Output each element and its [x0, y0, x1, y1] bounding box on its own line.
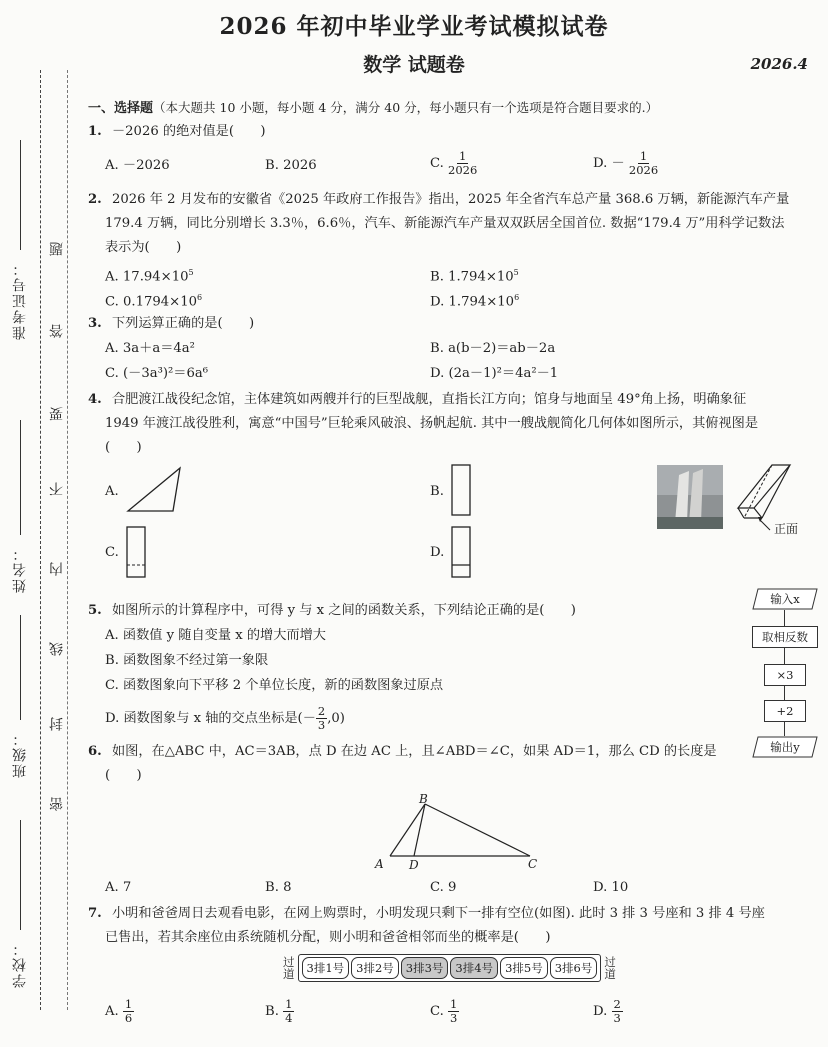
question-number: 7. — [88, 906, 102, 921]
question-7-line2: 已售出，若其余座位由系统随机分配，则小明和爸爸相邻而坐的概率是( ) — [105, 930, 551, 945]
q3-option-a[interactable]: A. 3a＋a＝4a² — [105, 341, 195, 356]
q5-option-c[interactable]: C. 函数图象向下平移 2 个单位长度，新的函数图象过原点 — [105, 678, 444, 693]
option-text: C. 0.1794×10 — [105, 294, 197, 310]
numerator: 1 — [124, 997, 133, 1011]
q1-option-c[interactable] — [430, 150, 477, 177]
question-6-stem — [88, 744, 717, 760]
option-label: D. — [593, 1004, 608, 1019]
exam-id-label: 准考证号： — [12, 260, 28, 340]
vertex-d-label: D — [409, 858, 419, 872]
question-5-stem — [88, 603, 576, 619]
seat-row — [283, 954, 616, 982]
front-view-label: 正面 — [774, 522, 799, 536]
question-4-stem — [88, 392, 746, 408]
program-flowchart — [752, 588, 818, 758]
denominator: 6 — [124, 1011, 133, 1025]
name-line — [20, 420, 21, 535]
triangle-figure — [380, 790, 550, 872]
option-label: B. — [265, 1004, 279, 1019]
q7-option-a[interactable] — [105, 998, 134, 1025]
seal-char: 要 — [49, 405, 65, 421]
seal-char: 线 — [49, 640, 65, 656]
flowchart-output: 输出y — [770, 740, 800, 754]
question-number: 5. — [88, 603, 102, 618]
aisle-left — [283, 956, 295, 980]
fraction — [448, 150, 477, 177]
q4-option-a[interactable]: A. — [105, 484, 119, 499]
exponent: 6 — [196, 293, 203, 302]
flowchart-arrow — [784, 610, 785, 626]
exponent: 5 — [513, 268, 519, 277]
q3-option-b[interactable]: B. a(b－2)＝ab－2a — [430, 341, 556, 356]
exam-subtitle: 数学 试题卷 — [363, 54, 465, 76]
q5-option-a[interactable]: A. 函数值 y 随自变量 x 的增大而增大 — [105, 628, 326, 643]
aisle-char: 道 — [283, 967, 295, 981]
section-heading: 一、选择题 — [88, 101, 154, 116]
exponent: 6 — [514, 293, 520, 302]
q6-option-c[interactable]: C. 9 — [430, 880, 457, 895]
memorial-photo — [657, 465, 723, 529]
q2-option-b[interactable] — [430, 265, 519, 285]
question-number: 2. — [88, 192, 102, 207]
question-number: 6. — [88, 744, 102, 759]
question-text: 下列运算正确的是( ) — [111, 316, 255, 331]
q6-option-d[interactable]: D. 10 — [593, 880, 629, 895]
fraction — [629, 150, 658, 177]
school-label: 学校： — [12, 940, 28, 988]
q7-option-d[interactable] — [593, 998, 623, 1025]
seat-3-4-sold: 3排4号 — [450, 957, 498, 979]
q5-option-b[interactable]: B. 函数图象不经过第一象限 — [105, 653, 269, 668]
question-2-line3: 表示为( ) — [105, 240, 182, 255]
option-label: D. － — [593, 156, 625, 171]
question-text: 如图，在△ABC 中，AC＝3AB，点 D 在边 AC 上，且∠ABD＝∠C，如果 AD＝1，那么 CD 的长度是 — [111, 744, 717, 759]
option-text: ,0) — [327, 711, 345, 726]
exam-date: 2026.4 — [750, 55, 808, 73]
seat-3-2: 3排2号 — [351, 957, 399, 979]
q1-option-a[interactable]: A. －2026 — [105, 158, 170, 173]
class-line — [20, 615, 21, 720]
question-2-line2: 179.4 万辆，同比分别增长 3.3％，6.6％，汽车、新能源汽车产量双双跃居全国首位. 数据“179.4 万”用科学记数法 — [105, 216, 785, 231]
margin-dashed-line-inner — [67, 70, 68, 1010]
option-text: B. 1.794×10 — [430, 269, 514, 285]
question-2-stem — [88, 192, 789, 208]
seal-char: 不 — [49, 480, 65, 496]
seal-char: 封 — [49, 715, 65, 731]
seal-char: 密 — [49, 795, 65, 811]
flowchart-multiply: ×3 — [764, 664, 806, 686]
flowchart-arrow — [784, 722, 785, 736]
q2-option-d[interactable] — [430, 290, 519, 310]
option-text: A. 17.94×10 — [105, 269, 189, 285]
numerator: 1 — [458, 149, 467, 163]
fraction — [283, 998, 294, 1025]
margin-dashed-line — [40, 70, 41, 1010]
seat-3-1: 3排1号 — [302, 957, 350, 979]
q6-option-a[interactable]: A. 7 — [105, 880, 132, 895]
numerator: 1 — [450, 997, 458, 1011]
aisle-char: 过 — [604, 955, 616, 969]
question-number: 4. — [88, 392, 102, 407]
question-number: 3. — [88, 316, 102, 331]
aisle-char: 过 — [283, 955, 295, 969]
q7-option-c[interactable] — [430, 998, 459, 1025]
question-text: 如图所示的计算程序中，可得 y 与 x 之间的函数关系，下列结论正确的是( ) — [111, 603, 576, 618]
question-7-stem — [88, 906, 765, 922]
vertex-a-label: A — [375, 857, 384, 871]
question-text: －2026 的绝对值是( ) — [111, 124, 266, 139]
flowchart-add: +2 — [764, 700, 806, 722]
denominator: 2026 — [448, 163, 478, 177]
q4-option-b[interactable]: B. — [430, 484, 444, 499]
flowchart-input: 输入x — [770, 592, 800, 606]
class-label: 班级： — [12, 730, 28, 778]
question-text: 小明和爸爸周日去观看电影，在网上购票时，小明发现只剩下一排有空位(如图). 此时 3 排 3 号座和 3 排 4 号座 — [111, 906, 765, 921]
q1-option-d[interactable] — [593, 150, 658, 177]
question-6-line2: ( ) — [105, 768, 142, 783]
section-title — [88, 100, 658, 117]
numerator: 1 — [285, 997, 293, 1011]
option-label: A. — [105, 1004, 119, 1019]
name-label: 姓名： — [12, 545, 28, 593]
question-1-stem — [88, 124, 266, 140]
flowchart-arrow — [784, 686, 785, 700]
q2-option-c[interactable] — [105, 290, 202, 310]
question-4-line2: 1949 年渡江战役胜利，寓意“中国号”巨轮乘风破浪、扬帆起航. 其中一艘战舰简化几何体如图所示，其俯视图是 — [105, 416, 759, 431]
seal-char: 内 — [49, 560, 65, 576]
q4-option-b-figure — [450, 463, 474, 517]
vertex-c-label: C — [528, 857, 538, 871]
flowchart-arrow — [784, 648, 785, 664]
q1-option-b[interactable]: B. 2026 — [265, 158, 317, 173]
q4-option-d-figure — [450, 525, 474, 579]
seat-container — [298, 954, 602, 982]
q3-option-d[interactable]: D. (2a－1)²＝4a²－1 — [430, 366, 559, 381]
exponent: 5 — [188, 268, 194, 277]
denominator: 3 — [613, 1011, 621, 1025]
option-text: D. 1.794×10 — [430, 294, 515, 310]
question-3-stem — [88, 316, 254, 332]
q3-option-c[interactable]: C. (－3a³)²＝6a⁶ — [105, 366, 209, 381]
exam-title: 2026 年初中毕业学业考试模拟试卷 — [219, 13, 609, 40]
q6-option-b[interactable]: B. 8 — [265, 880, 292, 895]
denominator: 3 — [450, 1011, 458, 1025]
numerator: 1 — [639, 149, 648, 163]
denominator: 3 — [317, 718, 326, 732]
section-note: （本大题共 10 小题，每小题 4 分，满分 40 分，每小题只有一个选项是符合题目要求的.） — [153, 100, 659, 115]
binding-margin — [0, 60, 75, 1020]
numerator: 2 — [317, 704, 326, 718]
q2-option-a[interactable] — [105, 265, 194, 285]
question-text: 合肥渡江战役纪念馆，主体建筑如两艘并行的巨型战舰，直指长江方向；馆身与地面呈 49°角上扬，明确象征 — [111, 392, 747, 407]
option-text: D. 函数图象与 x 轴的交点坐标是(－ — [105, 711, 316, 726]
option-label: C. — [430, 156, 444, 171]
numerator: 2 — [613, 997, 621, 1011]
denominator: 4 — [285, 1011, 293, 1025]
q4-option-c-figure — [125, 525, 149, 579]
q4-option-c[interactable]: C. — [105, 545, 119, 560]
option-label: C. — [430, 1004, 444, 1019]
fraction — [123, 998, 134, 1025]
seat-3-6: 3排6号 — [550, 957, 598, 979]
question-text: 2026 年 2 月发布的安徽省《2025 年政府工作报告》指出，2025 年全省汽车总产量 368.6 万辆，新能源汽车产量 — [111, 192, 790, 207]
q4-option-a-figure — [125, 465, 185, 515]
fraction — [612, 998, 623, 1025]
seal-char: 答 — [49, 322, 65, 338]
seat-3-5: 3排5号 — [500, 957, 548, 979]
q7-option-b[interactable] — [265, 998, 294, 1025]
q5-option-d[interactable] — [105, 705, 345, 732]
vertex-b-label: B — [419, 792, 428, 806]
aisle-char: 道 — [604, 967, 616, 981]
seat-3-3-sold: 3排3号 — [401, 957, 449, 979]
aisle-right — [604, 956, 616, 980]
denominator: 2026 — [628, 163, 659, 177]
fraction — [316, 705, 327, 732]
q4-option-d[interactable]: D. — [430, 545, 445, 560]
flowchart-negate: 取相反数 — [752, 626, 818, 648]
fraction — [448, 998, 459, 1025]
exam-id-line — [20, 140, 21, 250]
school-line — [20, 820, 21, 930]
seal-char: 题 — [49, 240, 65, 256]
question-number: 1. — [88, 124, 102, 139]
question-4-line3: ( ) — [105, 440, 142, 455]
